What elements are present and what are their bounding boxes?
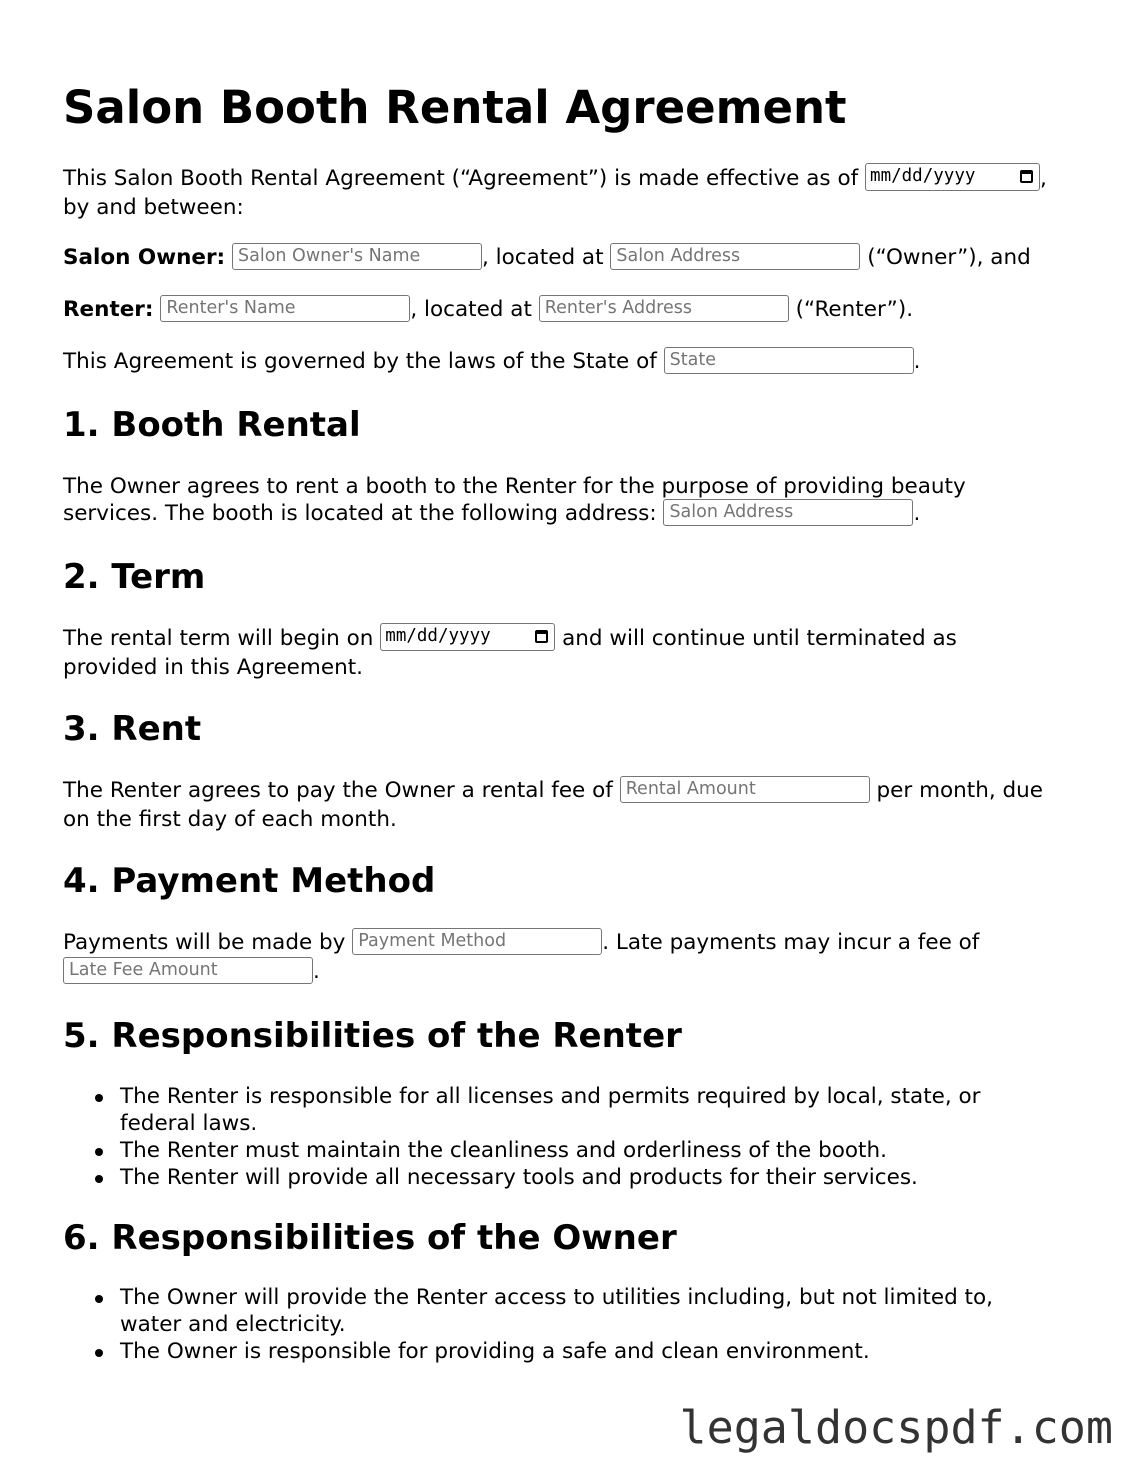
owner-line [63, 243, 1093, 272]
renter-name-input[interactable]: Renter's Name [160, 295, 410, 322]
list-item: The Renter will provide all necessary tools and products for their services. [63, 1164, 1093, 1191]
owner-suffix: (“Owner”), and [867, 245, 1031, 270]
renter-label: Renter: [63, 297, 154, 322]
page-title: Salon Booth Rental Agreement [63, 81, 847, 134]
rent-paragraph [63, 776, 1093, 834]
payment-paragraph [63, 928, 1093, 986]
section-heading-rent: 3. Rent [63, 709, 202, 749]
section-heading-renter-responsibilities: 5. Responsibilities of the Renter [63, 1016, 682, 1056]
intro-text: This Salon Booth Rental Agreement (“Agreement”) is made effective as of [63, 166, 859, 191]
booth-line2: services. The booth is located at the following address: [63, 501, 657, 526]
section-heading-payment-method: 4. Payment Method [63, 861, 436, 901]
renter-located-text: , located at [410, 297, 532, 322]
intro-comma: , [1040, 166, 1047, 191]
governing-period: . [913, 349, 921, 374]
section-heading-booth-rental: 1. Booth Rental [63, 405, 361, 445]
effective-date-input[interactable]: mm/dd/yyyy [865, 163, 1040, 191]
governing-text: This Agreement is governed by the laws of the State of [63, 349, 657, 374]
renter-address-input[interactable]: Renter's Address [539, 295, 789, 322]
section-heading-term: 2. Term [63, 557, 206, 597]
watermark-text: legaldocspdf.com [679, 1401, 1113, 1454]
owner-label: Salon Owner: [63, 245, 226, 270]
payment-text-before: Payments will be made by [63, 930, 346, 955]
booth-line1: The Owner agrees to rent a booth to the Renter for the purpose of providing beauty [63, 474, 966, 499]
start-date-input[interactable]: mm/dd/yyyy [380, 623, 555, 651]
calendar-icon[interactable] [535, 630, 548, 643]
owner-located-text: , located at [482, 245, 604, 270]
term-text-before: The rental term will begin on [63, 626, 374, 651]
booth-period: . [913, 501, 921, 526]
renter-suffix: (“Renter”). [795, 297, 914, 322]
rental-amount-input[interactable]: Rental Amount [620, 776, 870, 803]
owner-responsibilities-list [63, 1284, 1093, 1365]
list-item: The Renter must maintain the cleanliness and orderliness of the booth. [63, 1137, 1093, 1164]
governing-line [63, 347, 1093, 376]
term-paragraph [63, 624, 1093, 682]
list-item: The Owner is responsible for providing a safe and clean environment. [63, 1338, 1093, 1365]
payment-period: . [313, 959, 320, 984]
late-fee-input[interactable]: Late Fee Amount [63, 957, 313, 984]
intro-line2: by and between: [63, 195, 244, 220]
state-input[interactable]: State [664, 347, 914, 374]
booth-address-input[interactable]: Salon Address [663, 499, 913, 526]
term-line2: provided in this Agreement. [63, 655, 363, 680]
payment-text-after: . Late payments may incur a fee of [602, 930, 980, 955]
payment-method-input[interactable]: Payment Method [352, 928, 602, 955]
list-item: The Owner will provide the Renter access to utilities including, but not limited to, water and electricity. [63, 1284, 1050, 1338]
rent-line2: on the first day of each month. [63, 807, 397, 832]
section-heading-owner-responsibilities: 6. Responsibilities of the Owner [63, 1218, 677, 1258]
owner-name-input[interactable]: Salon Owner's Name [232, 243, 482, 270]
renter-responsibilities-list [63, 1083, 1093, 1191]
booth-paragraph [63, 473, 1093, 528]
rent-text-after: per month, due [876, 778, 1044, 803]
list-item: The Renter is responsible for all licenses and permits required by local, state, or federal laws. [63, 1083, 1050, 1137]
rent-text-before: The Renter agrees to pay the Owner a rental fee of [63, 778, 613, 803]
term-text-after: and will continue until terminated as [562, 626, 957, 651]
intro-paragraph [63, 164, 1093, 222]
calendar-icon[interactable] [1020, 170, 1033, 183]
owner-address-input[interactable]: Salon Address [610, 243, 860, 270]
renter-line [63, 295, 1093, 324]
